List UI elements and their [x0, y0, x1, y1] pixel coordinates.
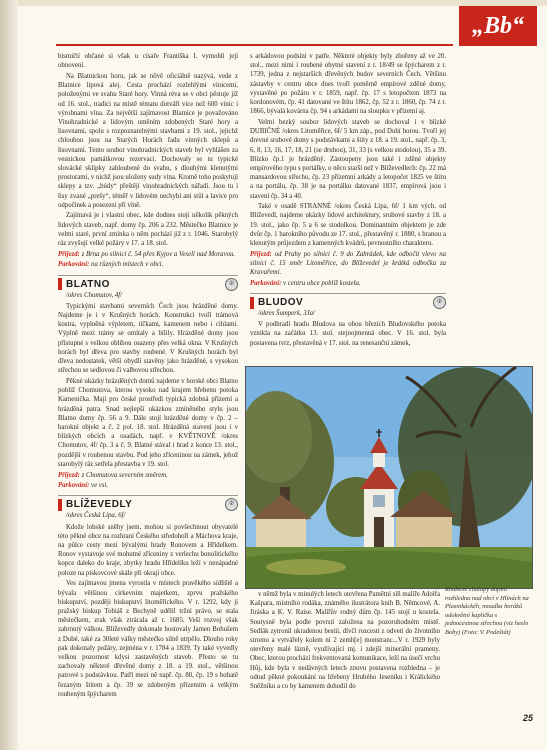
- entry-location: /okres Chomutov, 4f/: [66, 291, 123, 299]
- paragraph: Ves zajímavou jmena vyrostla v místech pravěkého sídliště a bývala většinou církevním majetkem, zprvu pražského biskupství, později biskupství litoměřického. V r. 1292, kdy jí pražský biskup Tobiáš z Bechyně udělil tržní právo, se stala městečkem, zrak však ztrácala až r. 1685. Veší rozvoj však zahrnutý válkou. Blíževedly dokonale hostovaly Jamen Bohušem z Dubé, také za 30leté války městečko silně utrpělo. Dlouho roky pak dokonaly požáry, zejména v r. 1784 a 1839. Ty také vyvedly velkou pozornost kdysi zastavěných staveb. Přesto se tu zachovaly některé dřevěné domy z 18. a 19. stol., většinou patrové s podstávkou. Patří mezi ně např. čp. 80, čp. 19 s bohatě řezaným štítem a čp. 39 se zdobeným přízemím a velkým roubeným špýcharem: [58, 580, 238, 698]
- parking-info: [250, 279, 446, 288]
- entry-marker: [58, 278, 62, 290]
- paragraph: v němž byla v minulých letech otevřena Pamětní síň malíře Adolfa Kašpara, místního rodáka, známého ilustrátora knih B. Němcové, A. Jiráska a K. V. Raise. Malířův rodný dům čp. 145 stojí u kostela. Soutysně byla podle povrstí založena na pozoruhodném místě. Sedlák zytronil ukradenou bestií, dívčí rozcestí z odvetí do životního stromu a vytvářely kolem ní 2 zemh[e] monstranc...V r. 1929 byly otevřeny malé lázně, využívající mj. i zdejší minerální prameny. Obec, kterou prochází frekventovaná komunikace, leží na úsečí vrchu Hůj, kde byla v nedávných letech znovu postavena rozhledna – je odtud pěkné pokoukání na hřebeny Hrubého Jeseníku i Králického Sněžníku a co by kamenem dohodil do: [250, 591, 440, 691]
- entry-header: [58, 275, 238, 291]
- parking-text: na různých místech v obci.: [91, 261, 164, 269]
- paragraph: Pěkné ukázky hrázděných domů najdeme v horské obci Blatno pobliž Chomutova, kterou vysoko nad krajem hřebenu potoka Kamenička. Mají pro české prostředí typická zdobná přízemí a hrázděná patra. Snad nejlepší ukázkou zmíněného stylu jsou Blatno domy čp. 56 a 9. Dále stojí hrázděné domy v čp. 2 – barokní objekt a č. 2 pol. 18. stol. Hrázděná stavení jsou i v blízkých obcích a osadách, např. v KVĚTNOVĚ /okres Chomutov, 4f/ čp. 3 a č. 9. Blatné stával i hrad z konce 13. stol., pozdější v roubenou stavbu. Pod jeho zříceninou na zámek, jehož starobylý ráz setřela přestavba v 19. stol.: [58, 378, 238, 468]
- entry-blatno: [58, 275, 238, 491]
- bottom-right-text: [250, 590, 440, 691]
- paragraph: Na Blatnickou horu, jak se nővě oficiálně nazývá, vede z Blatnice lipová alej. Cesta prochází rozlehlými vinicemi, položenými ve svahu Staré hory. Vinná réva se v obci pěstuje již od 16. stol., tradici na místě tématu dotváří více než 600 vinic i výrobnami vína. Za největší zajímavost Blatnice je považováno Vinohradnické a lidovým uměním zdobených Staré hory a lisovnami, spolu s rozpoznatelnými stavbami z 19. stol., jejichž chloubou jsou na Starých Horách řadu vinných sklepů a lisovnami. Tento soubor vinohradnických staveb byl vyhlášen za vesnickou památkovou rezervaci. Dochovaly se tu typické slovácké sklípky zahloubené do svahu, s dlouhými klenutými prostorami, v nichž jsou uloženy sudy vína. Kromě toho poskytují sklepy a tzv. „búdy“ přeštějí vinohradnických nářadí. Jsou tu i lisy zvané „prešy“, téměř v lidovém nechybí ani stůl a lavice pro odpočinek a posezení při víně.: [58, 72, 238, 209]
- category-icon: ②: [225, 498, 238, 511]
- access-label: Přijezd:: [250, 250, 272, 258]
- book-spine-shadow: [0, 0, 18, 750]
- photo-chapel: [245, 366, 533, 589]
- parking-label: Parkování:: [58, 261, 90, 269]
- parking-label: Parkování:: [58, 482, 90, 490]
- category-icon: ②: [225, 278, 238, 291]
- header-rule: [56, 44, 453, 46]
- entry-bludov: [250, 293, 446, 348]
- access-text: z Chomutova severním směrem.: [81, 471, 168, 479]
- entry-blizevedly: [58, 495, 238, 699]
- category-icon: ②: [433, 296, 446, 309]
- paragraph: Velmi bezký soubor lidových staveb se dochoval i v blízké DUBIČNÉ /okres Litoměřice, 6f/ 5 km záp., pod Dubí horou. Tvoří jej drevné srubové domy s podstávkami a štíty z 18. a 19. stol., např. čp. 3, 6, 8, 13, 16, 17, 18, 21 (se druhou), 31, 33 (s velkou stodolou), 35 a 39. Blízko čp.1 je hrázděný. Zástoupeny jsou také i zděné objekty empírového typu s portálky, o něco starší než v Blíževedlech: čp. 22 má mansardovou střechu, čp. 23 přízemní arkády a letopočet 1825 ve štítu a na portálu, čp. 38 je na portálku datované 1837, empírová jsou i stavení čp. 34 a 40.: [250, 118, 446, 200]
- access-label: Přijezd:: [58, 250, 80, 258]
- entry-header: [58, 495, 238, 511]
- entry-marker: [58, 499, 62, 511]
- access-info: [250, 250, 446, 278]
- letter-tab: „Bb“: [459, 6, 537, 46]
- access-info: [58, 471, 238, 480]
- paragraph: Typickými stavbami severních Čech jsou hrázděné domy. Najdeme je i v Krušných horách. Konstrukci tvoří trámová kostra, vyplněná výpletem, tíčkami, kamenem nebo i cihlami. Výplně mezi trámy se omítaly a bílily. Hrázděné domy jsou přístupné s velkou oblibou osazeny přes velká okna. V Krušných horách byl dřeva pro stavby roubené. V Krušných horách byl dřeva nedostatek, větší obydlí stavěny jako hrázděné, s vysokou střechou se sedlovou či valbovou střechou.: [58, 302, 238, 375]
- chapel-illustration: [246, 367, 532, 588]
- parking-text: v centru obce poblíž kostela.: [283, 279, 361, 287]
- parking-text: ve vsi.: [91, 482, 109, 490]
- paragraph: V podhradí hradu Bludova na obou březích Bludovského potoka vznikla na začátku 13. stol. stejnojmenná obec. V 16. stol. byla postavena tvrz, přestavěná v 17. stol. na renesanční zámek,: [250, 321, 446, 347]
- paragraph: Kdože lobské sněhy jsem, mohou si povšechnout obyvatelé této pěkné obce na rozhraní Českého středohoří a Máchova kraje, na půlce cesty mezi bývalými hrady Ronovem a Hřídelkem. Ronov vystavuje své mohutné zříceniny z verlechu bonolitického kopce daleko do kraje, zbytky hradu Hřídelíku leží v nenápadné poloze na pískovcové skále při okraji obce.: [58, 523, 238, 577]
- page-number: 25: [522, 713, 533, 723]
- entry-location: /okres Šumperk, 3Ja/: [258, 310, 315, 318]
- access-text: z Brna po silnici č. 54 přes Kyjov a Veselí nad Moravou.: [81, 250, 236, 258]
- parking-info: [58, 260, 238, 269]
- paragraph: bismičtí občané si však u císaře Františka I. vymohli její obnovení.: [58, 53, 238, 70]
- access-text: od Prahy po silnici č. 9 do Zahrádek, kde odbočit vlevo na silnici č. 15 směr Litoměřice, do Blíževedel je krátká odbočka za Kravařemi.: [250, 250, 446, 277]
- parking-info: [58, 481, 238, 490]
- right-column: [250, 52, 446, 350]
- paragraph: Zajímavá je i vlastní obec, kde dodnes stojí několik pěkných lidových staveb, např. domy čp. 206 a 232. Městečko Blatnice je velmi staré, první zmínka o něm pochází již z r. 1046. Starobylý ráz zvyšují velké požáry v 17. a 18. stol.: [58, 212, 238, 248]
- photo-caption: Roubené chalupy doplní rozhledna nad obcí v Hlínách na Plasnikáckéh, moudka horáků odokvětní kaplička s jednocestnou střechou (viz heslo Boby) (Foto: V. Podeštát): [445, 586, 529, 636]
- paragraph: Také v osadě STRANNÉ /okres Česká Lípa, 6f/ 1 km vých. od Blíževedl, najdeme ukázky lidové architektury, srubové stavby z 18. a 19. stol., jako čp. 5 a 6 se stodolkou. Dominantním objektem je zde dvůr čp. 1 barokního původu ze 17. stol., přestavěný r. 1880, s branou a klenutým průjezdem z kamenných kvádrů, pevnostního charakteru.: [250, 203, 446, 248]
- access-info: [58, 250, 238, 259]
- entry-location: /okres Česká Lípa, 6f/: [66, 512, 126, 520]
- entry-title: BLÍŽEVEDLY: [66, 499, 133, 511]
- paragraph: s arkádovou podsíní v patře. Některé objekty byly zbořeny až ve 20. stol., mezi nimi i roubené obytné stavení z r. 18/49 se špýcharem z r. 1739, jedna z nejstarších dřevěných budov severních Čech. Většinu zástavby v centru obce dnes tvoří poměrně empírové zděné domy, vystavěné po požáru v r. 1859, např. čp. 17 s letopočtem 1873 na kordonovém, čp. 41 datované ve štítu 1862, čp. 52 z r. 1860, čp. 74 z r. 1866, bývalá kovárna čp. 94 s arkádami na sloupku v přízemí aj.: [250, 53, 446, 116]
- entry-title: BLATNO: [66, 278, 110, 290]
- access-label: Přijezd:: [58, 471, 80, 479]
- parking-label: Parkování:: [250, 279, 282, 287]
- entry-marker: [250, 297, 254, 309]
- left-column: [58, 52, 238, 701]
- entry-header: [250, 293, 446, 309]
- entry-title: BLUDOV: [258, 296, 304, 308]
